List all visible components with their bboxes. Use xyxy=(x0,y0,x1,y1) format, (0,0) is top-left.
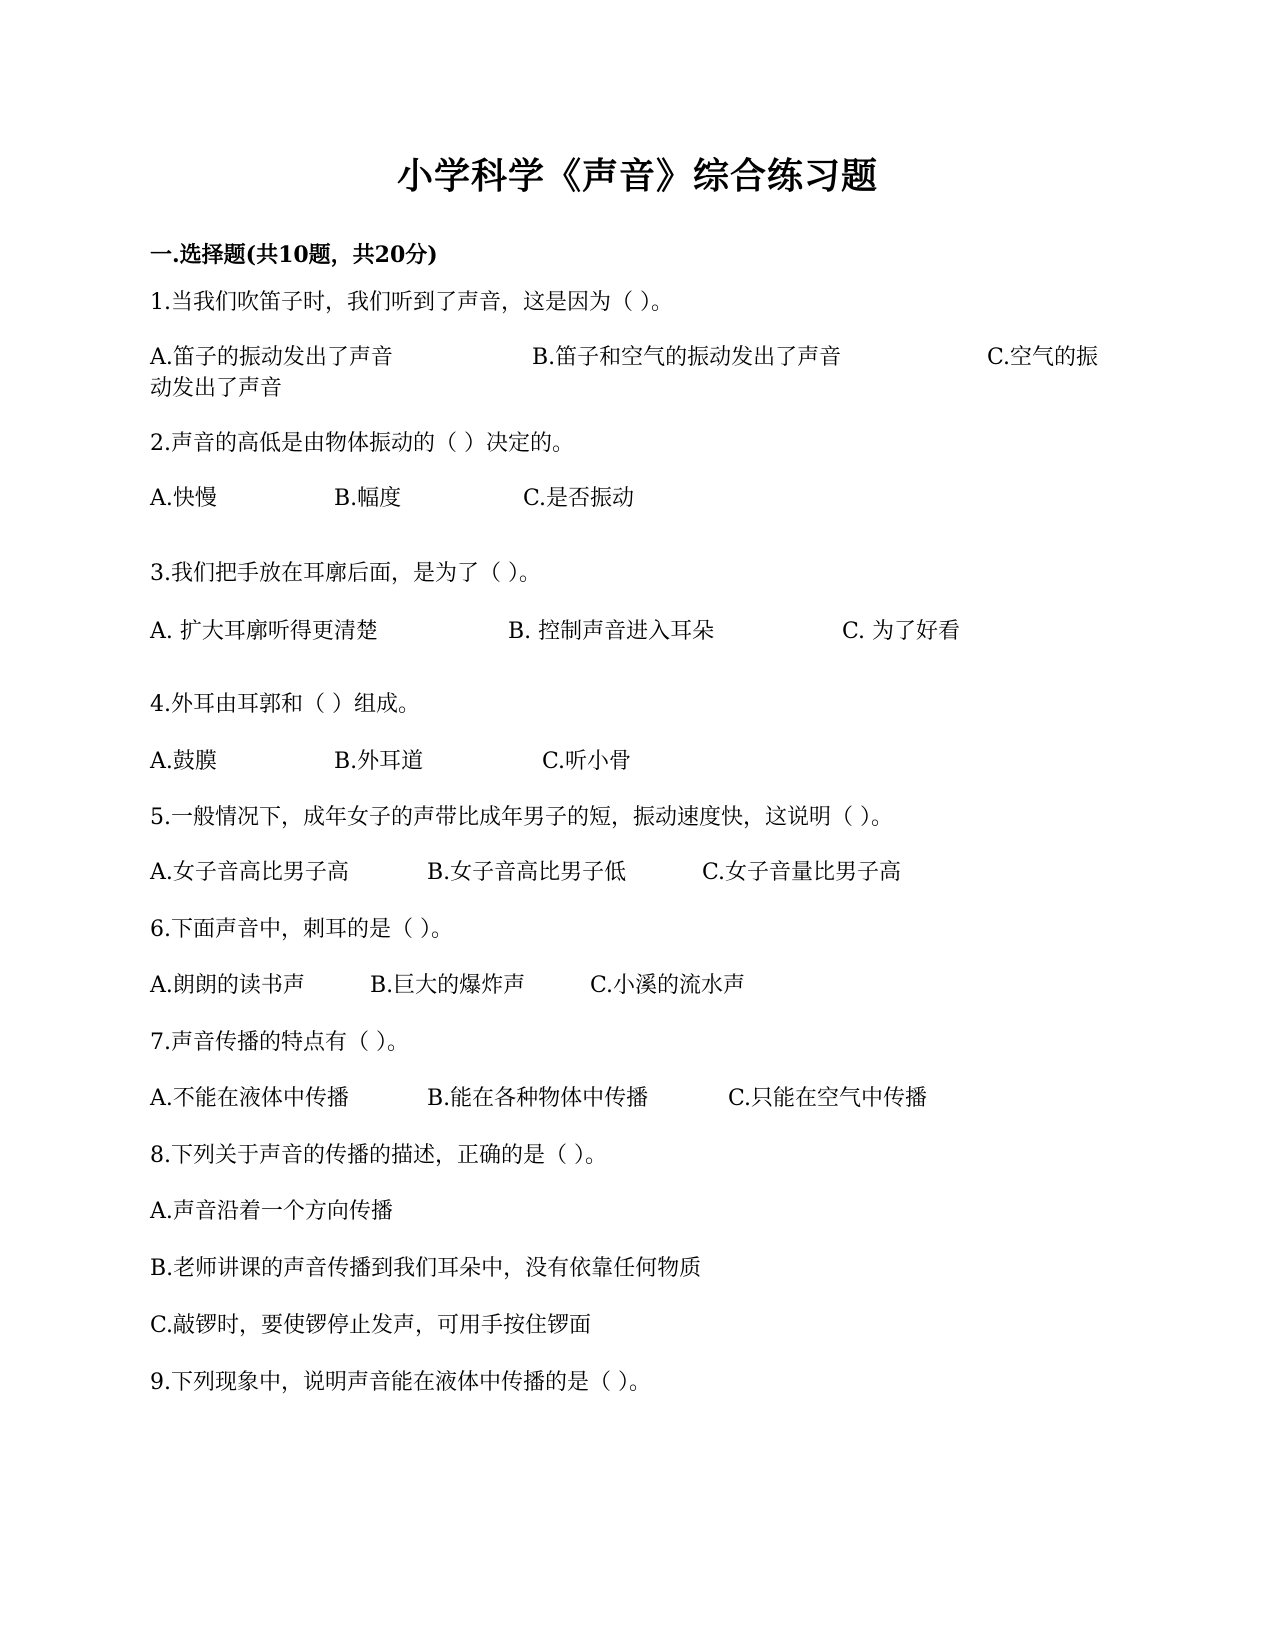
page-title: 小学科学《声音》综合练习题 xyxy=(396,155,878,197)
option: A.朗朗的读书声 xyxy=(150,973,305,998)
option: A.快慢 xyxy=(150,486,217,511)
option: A.笛子的振动发出了声音 xyxy=(150,345,393,370)
option: C.听小骨 xyxy=(542,749,632,774)
option: C.空气的振 xyxy=(987,345,1099,370)
question-stem: 2.声音的高低是由物体振动的（ ）决定的。 xyxy=(150,431,574,456)
question-stem: 9.下列现象中，说明声音能在液体中传播的是（ ）。 xyxy=(150,1370,651,1395)
question-stem: 1.当我们吹笛子时，我们听到了声音，这是因为（ ）。 xyxy=(150,290,673,315)
option: A.声音沿着一个方向传播 xyxy=(150,1199,393,1224)
option: B.幅度 xyxy=(334,486,402,511)
question-stem: 3.我们把手放在耳廓后面，是为了（ ）。 xyxy=(150,561,541,586)
option: B. 控制声音进入耳朵 xyxy=(508,619,715,644)
option: A.不能在液体中传播 xyxy=(150,1086,349,1111)
option: B.女子音高比男子低 xyxy=(427,860,627,885)
option: A.鼓膜 xyxy=(150,749,217,774)
option: A.女子音高比男子高 xyxy=(150,860,349,885)
option: B.巨大的爆炸声 xyxy=(370,973,526,998)
question-stem: 7.声音传播的特点有（ ）。 xyxy=(150,1030,409,1055)
option: C.是否振动 xyxy=(523,486,635,511)
option: C. 为了好看 xyxy=(842,619,961,644)
option: B.老师讲课的声音传播到我们耳朵中，没有依靠任何物质 xyxy=(150,1256,702,1281)
question-stem: 5.一般情况下，成年女子的声带比成年男子的短，振动速度快，这说明（ ）。 xyxy=(150,805,893,830)
option: B.笛子和空气的振动发出了声音 xyxy=(532,345,842,370)
section-heading: 一.选择题(共10题，共20分) xyxy=(150,242,438,268)
option: A. 扩大耳廓听得更清楚 xyxy=(150,619,378,644)
option: C.只能在空气中传播 xyxy=(728,1086,928,1111)
question-stem: 8.下列关于声音的传播的描述，正确的是（ ）。 xyxy=(150,1143,607,1168)
option: B.能在各种物体中传播 xyxy=(427,1086,649,1111)
question-stem: 6.下面声音中，刺耳的是（ ）。 xyxy=(150,917,453,942)
option: B.外耳道 xyxy=(334,749,424,774)
option-continued: 动发出了声音 xyxy=(150,376,283,401)
option: C.小溪的流水声 xyxy=(590,973,746,998)
option: C.敲锣时，要使锣停止发声，可用手按住锣面 xyxy=(150,1313,592,1338)
option: C.女子音量比男子高 xyxy=(702,860,902,885)
question-stem: 4.外耳由耳郭和（ ）组成。 xyxy=(150,692,420,717)
